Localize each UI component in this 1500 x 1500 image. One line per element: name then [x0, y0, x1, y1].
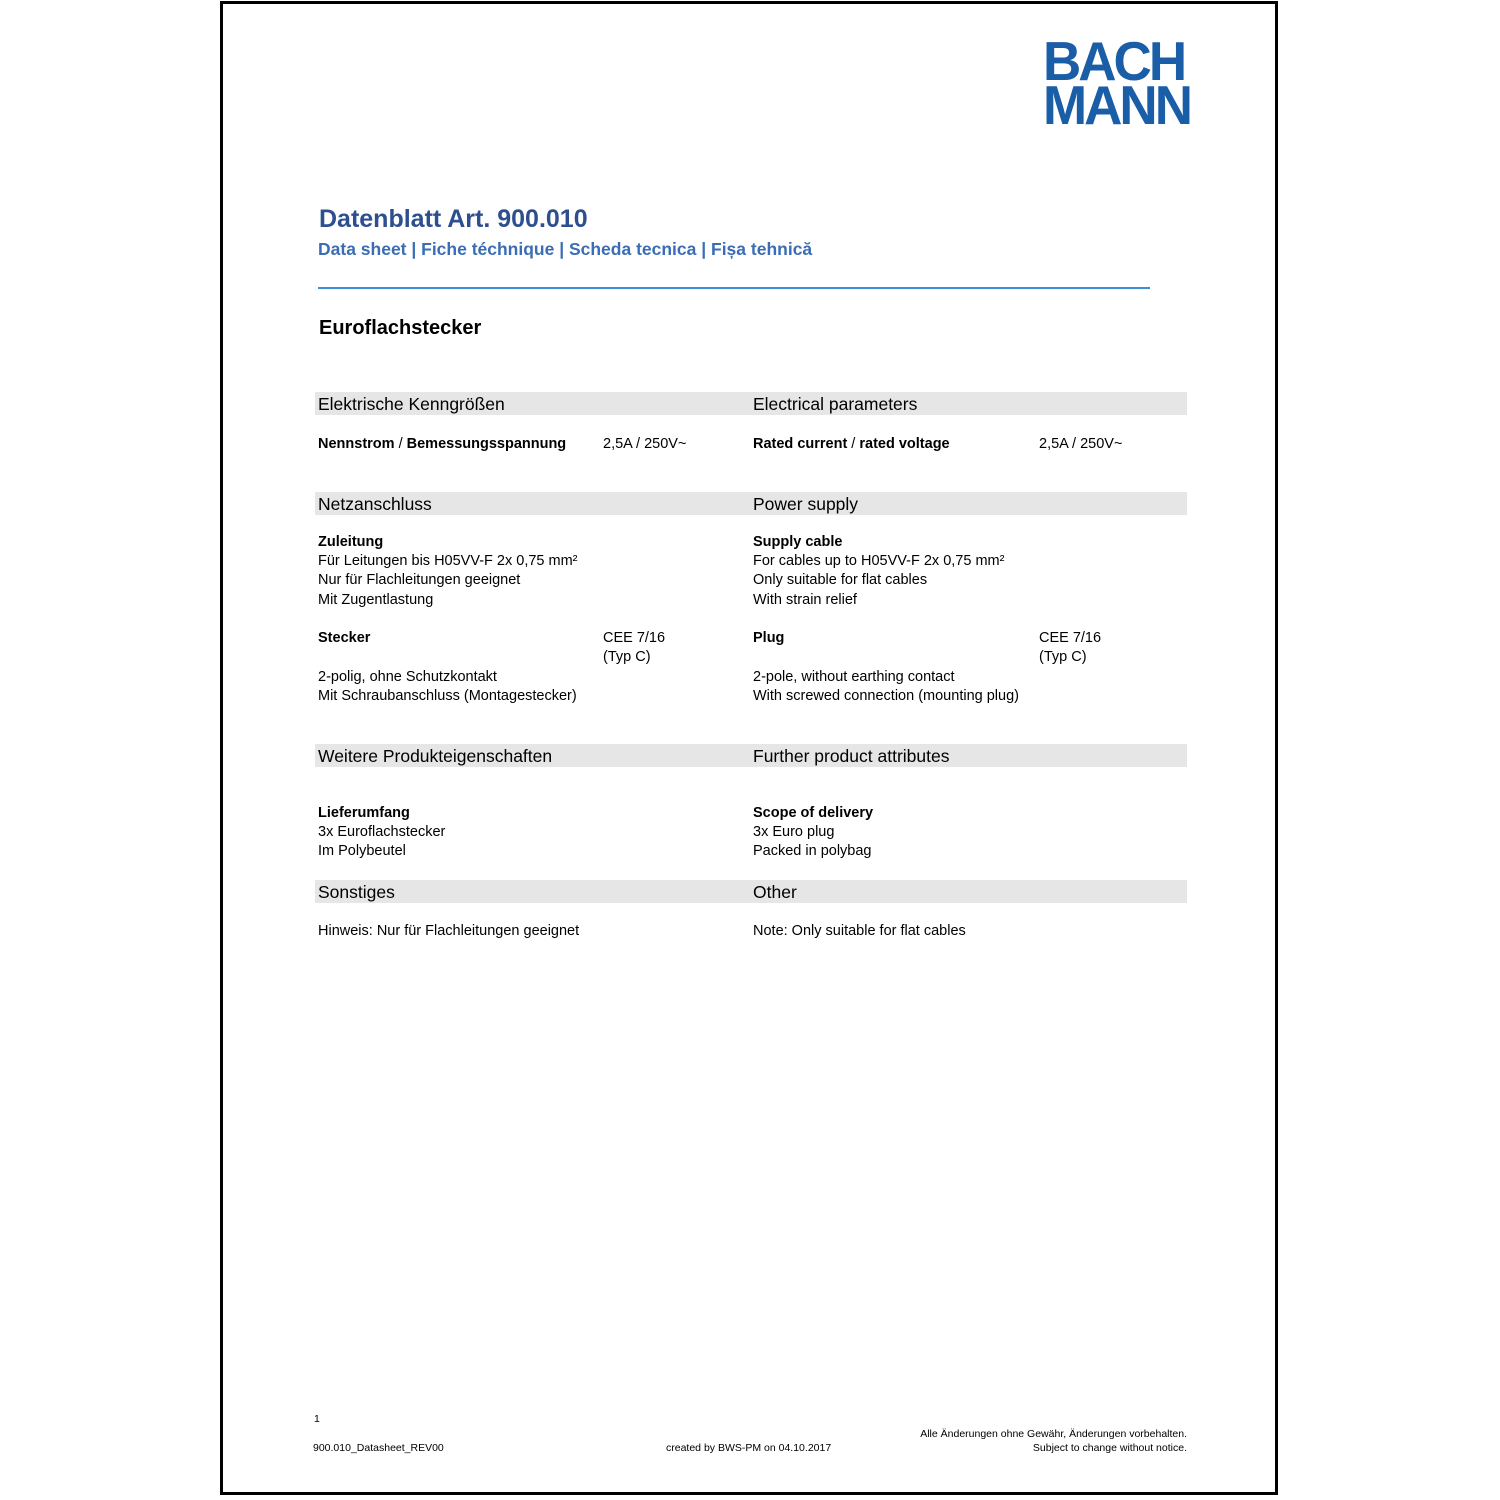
plug-value-en: CEE 7/16 (Typ C): [1039, 630, 1102, 666]
supply-cable-de: Zuleitung Für Leitungen bis H05VV-F 2x 0,75 mm² Nur für Flachleitungen geeignet Mit Zugentlastung: [318, 534, 578, 608]
note-de: Hinweis: Nur für Flachleitungen geeignet: [318, 923, 580, 939]
rated-value-de: 2,5A / 250V~: [603, 436, 687, 452]
page-title: Datenblatt Art. 900.010: [319, 205, 588, 233]
section-title-de: Sonstiges: [318, 882, 395, 902]
supply-cable-en: Supply cable For cables up to H05VV-F 2x 0,75 mm² Only suitable for flat cables With strain relief: [753, 534, 1005, 608]
note-en: Note: Only suitable for flat cables: [753, 923, 966, 939]
section-title-en: Electrical parameters: [753, 394, 918, 414]
section-title-de: Weitere Produkteigenschaften: [318, 746, 553, 766]
section-title-en: Other: [753, 882, 797, 902]
plug-details-de: 2-polig, ohne Schutzkontakt Mit Schraubanschluss (Montagestecker): [318, 669, 577, 705]
rated-value-en: 2,5A / 250V~: [1039, 436, 1123, 452]
document-id: 900.010_Datasheet_REV00: [313, 1442, 444, 1454]
section-header-other: [315, 880, 1187, 903]
disclaimer-en: Subject to change without notice.: [1032, 1442, 1187, 1454]
section-title-en: Further product attributes: [753, 746, 950, 766]
rated-label-en: Rated current / rated voltage: [753, 436, 950, 452]
logo-line-1: BACH: [1043, 31, 1185, 93]
plug-value-de: CEE 7/16 (Typ C): [603, 630, 666, 666]
plug-label-en: Plug: [753, 630, 785, 646]
header-divider: [318, 287, 1150, 289]
section-header-further: [315, 744, 1187, 767]
section-header-supply: [315, 492, 1187, 515]
plug-label-de: Stecker: [318, 630, 371, 646]
bachmann-logo: [1043, 31, 1190, 137]
section-title-en: Power supply: [753, 494, 859, 514]
section-title-de: Netzanschluss: [318, 494, 432, 514]
logo-line-2: MANN: [1043, 75, 1190, 137]
product-name: Euroflachstecker: [319, 317, 482, 339]
section-header-electrical: [315, 392, 1187, 415]
page-number: 1: [314, 1413, 320, 1425]
page-subtitle: Data sheet | Fiche téchnique | Scheda tecnica | Fișa tehnică: [318, 239, 813, 259]
delivery-de: Lieferumfang 3x Euroflachstecker Im Polybeutel: [318, 805, 446, 860]
delivery-en: Scope of delivery 3x Euro plug Packed in polybag: [753, 805, 874, 860]
disclaimer-de: Alle Änderungen ohne Gewähr, Änderungen vorbehalten.: [920, 1428, 1187, 1440]
plug-details-en: 2-pole, without earthing contact With screwed connection (mounting plug): [753, 669, 1019, 705]
created-info: created by BWS-PM on 04.10.2017: [666, 1442, 832, 1454]
rated-label-de: Nennstrom / Bemessungsspannung: [318, 436, 567, 452]
section-title-de: Elektrische Kenngrößen: [318, 394, 505, 414]
